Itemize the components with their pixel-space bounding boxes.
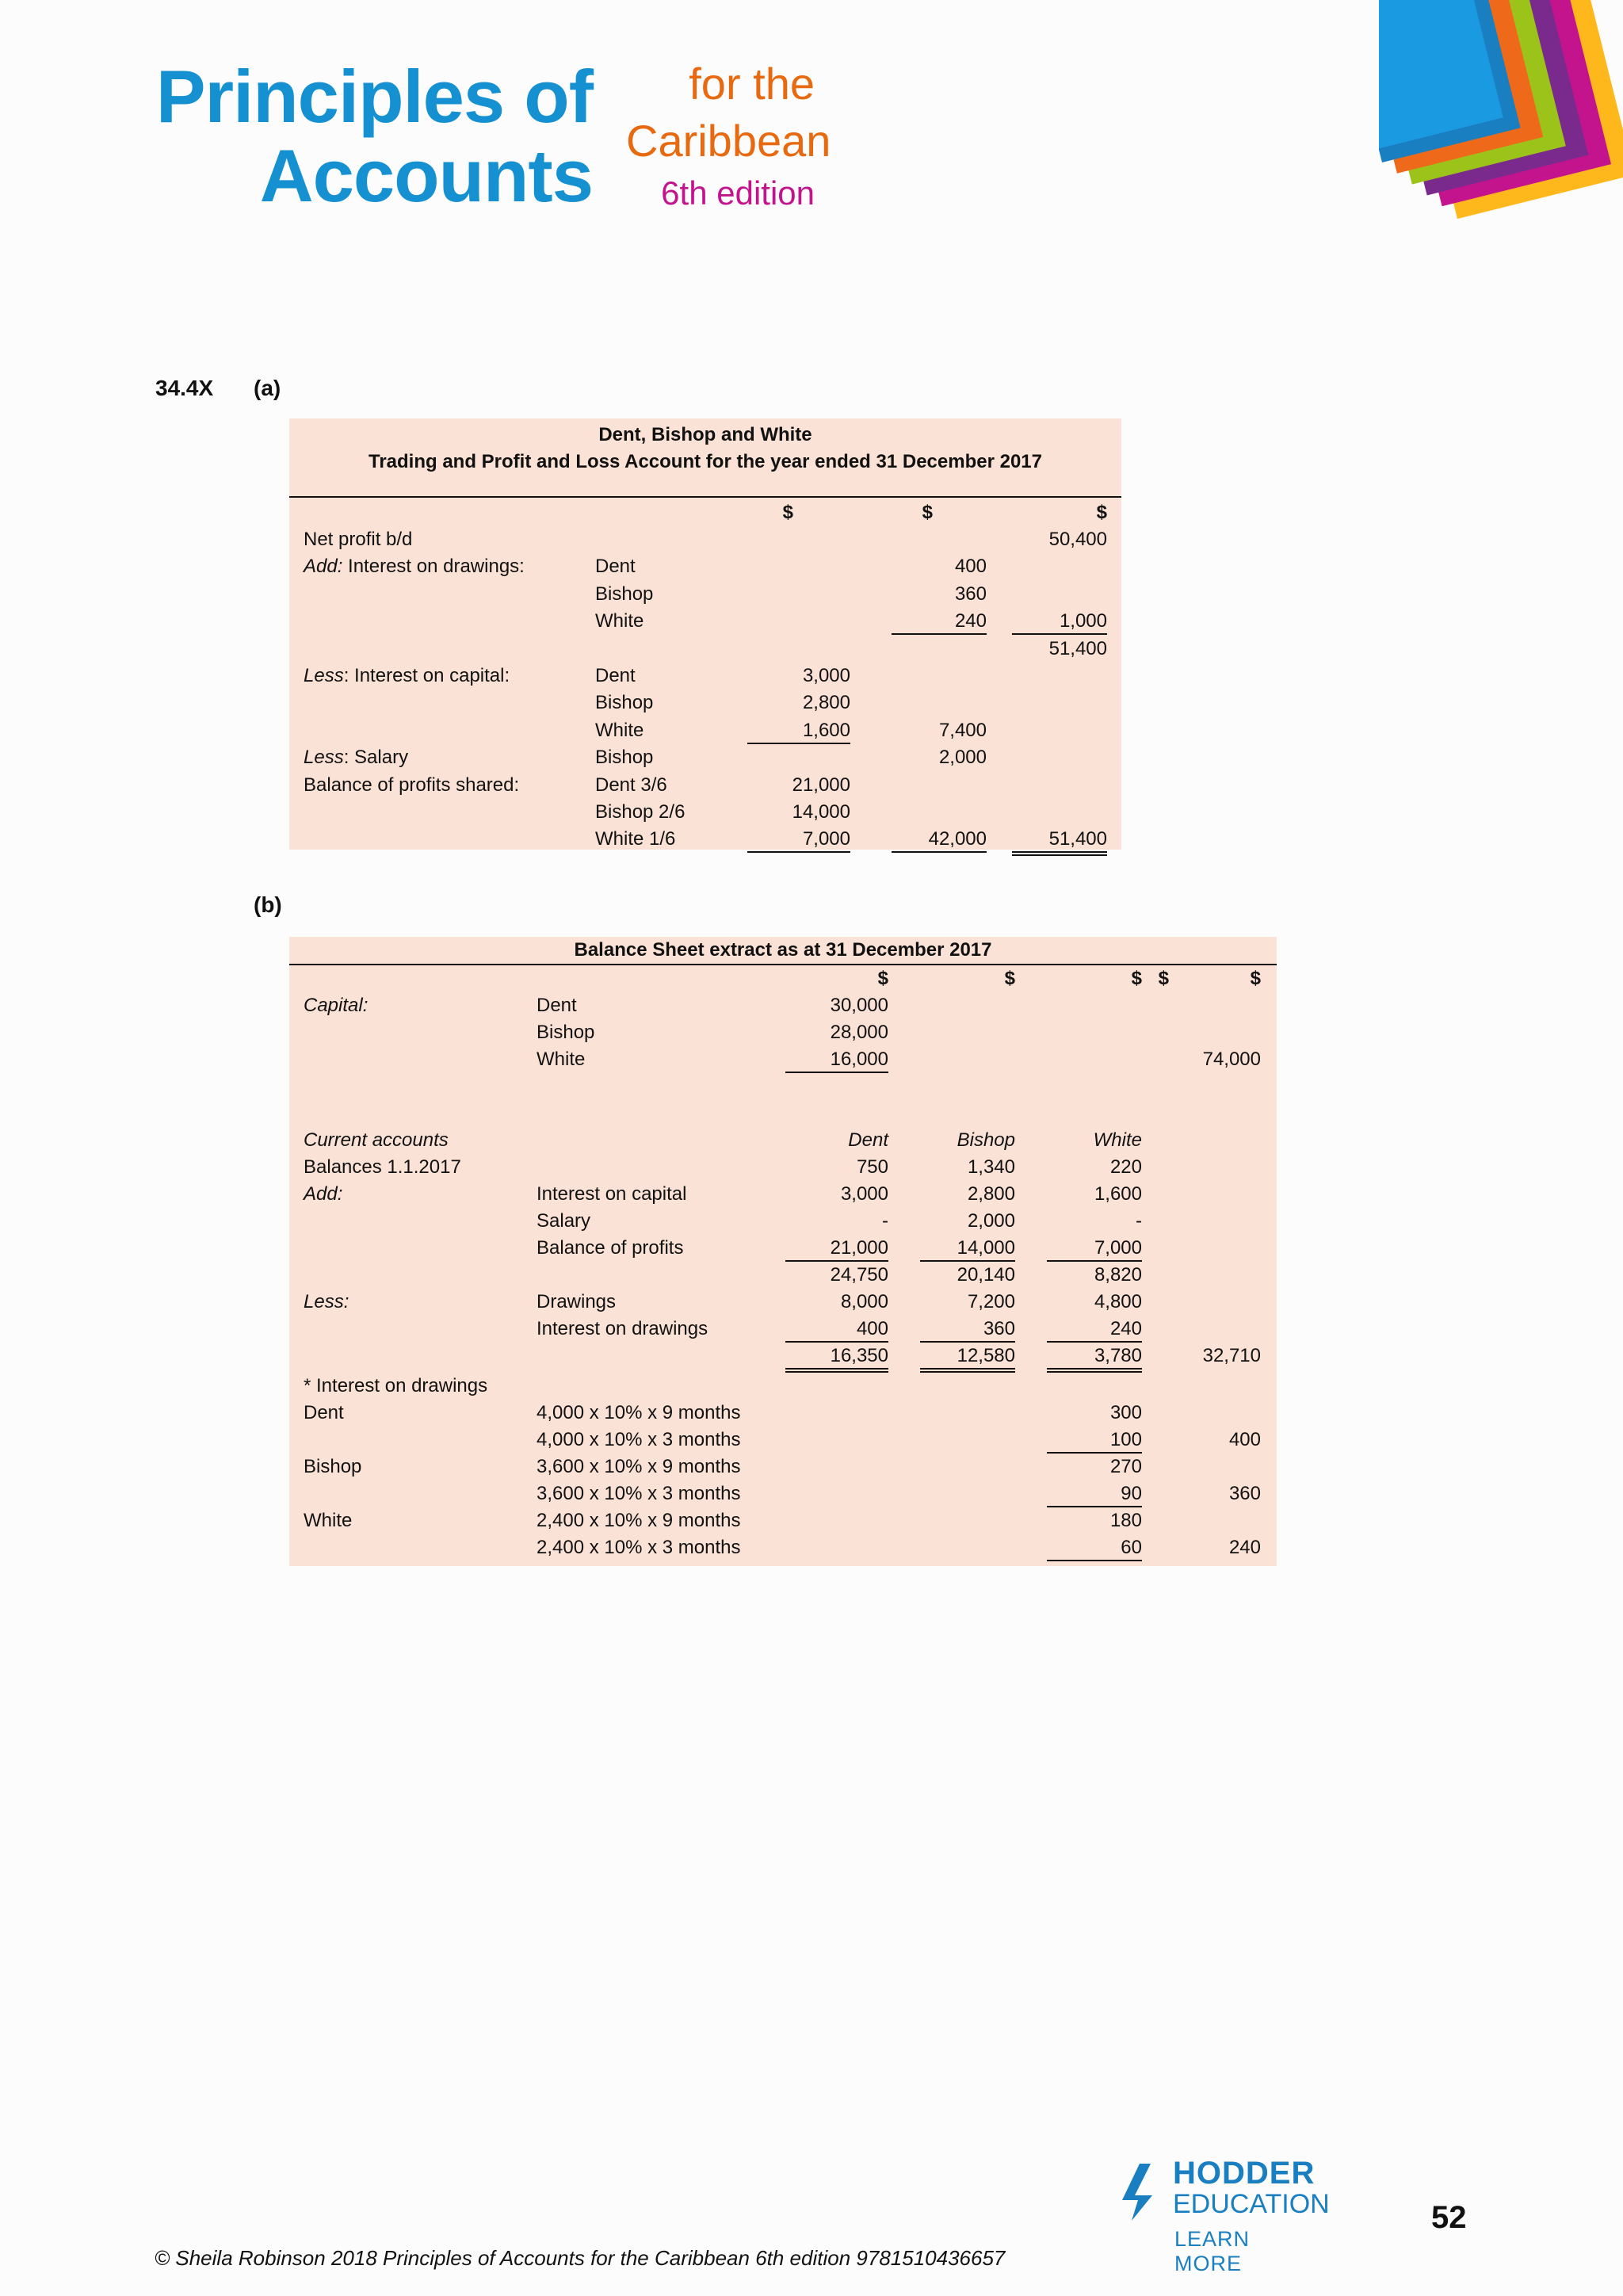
pl-heading-firm: Dent, Bishop and White (598, 424, 812, 445)
capital-amount: 30,000 (830, 995, 888, 1016)
pl-row-label (304, 772, 519, 799)
interest-note-calc: 3,600 x 10% x 3 months (537, 1483, 741, 1504)
interest-note-row (289, 1427, 1277, 1454)
interest-note-row (289, 1480, 1277, 1507)
part-b-label: (b) (254, 892, 282, 917)
pl-row-amount (747, 636, 850, 661)
currency-col1: $ (782, 502, 793, 523)
current-row-label: Balances 1.1.2017 (304, 1156, 461, 1178)
pl-row-amount (892, 663, 987, 688)
pl-row (289, 636, 1121, 663)
current-row-item: Interest on drawings (537, 1318, 708, 1339)
pl-row-partner: Dent (595, 556, 636, 578)
bs-currency-row-cells (289, 965, 1277, 992)
current-bishop: 14,000 (920, 1235, 1015, 1262)
pl-row-amount (747, 744, 850, 770)
current-bishop: 360 (920, 1316, 1015, 1343)
pl-row-partner: Bishop (595, 583, 654, 605)
pl-row (289, 826, 1121, 853)
current-account-row (289, 1208, 1277, 1235)
book-title-line2: Accounts (259, 134, 593, 217)
current-row-item: Salary (537, 1210, 591, 1232)
brand-hodder: HODDER (1173, 2156, 1316, 2191)
pl-row-amount (892, 526, 987, 552)
interest-note-total: 240 (1228, 1537, 1261, 1558)
hodder-mark-icon (1116, 2159, 1167, 2222)
pl-row-amount (1012, 663, 1107, 688)
balance-sheet-extract-panel (289, 937, 1277, 1566)
current-dent: 400 (785, 1316, 888, 1343)
pl-row-amount (1012, 690, 1107, 715)
profit-loss-account-panel (289, 418, 1121, 850)
capital-amount: 16,000 (785, 1046, 888, 1073)
pl-row-amount: 51,400 (1048, 637, 1107, 659)
currency-col3: $ (1096, 502, 1107, 523)
interest-note-total: 360 (1228, 1483, 1261, 1504)
pl-row-partner: White 1/6 (595, 828, 676, 850)
pl-row-label (304, 663, 510, 690)
interest-note-amount: 180 (1109, 1510, 1142, 1531)
pl-row (289, 717, 1121, 744)
pl-row-partner: Bishop (595, 692, 654, 714)
current-accounts-header (289, 1127, 1277, 1154)
pl-row-amount: 2,800 (802, 692, 850, 714)
brand-education: EDUCATION (1173, 2189, 1330, 2219)
current-bishop: 2,000 (967, 1210, 1015, 1232)
pl-row (289, 553, 1121, 580)
pl-row-amount: 14,000 (792, 801, 850, 823)
pl-heading-statement: Trading and Profit and Loss Account for the year ended 31 December 2017 (368, 451, 1042, 472)
interest-note-row (289, 1400, 1277, 1427)
book-title-line1: Principles of (155, 55, 593, 138)
pl-row-label-prefix: Less (304, 665, 344, 686)
capital-amount: 28,000 (830, 1022, 888, 1043)
capital-partner: Dent (537, 995, 577, 1016)
edition-label: 6th edition (661, 174, 815, 212)
current-white: - (1136, 1210, 1142, 1232)
current-bishop: 1,340 (967, 1156, 1015, 1178)
pl-heading-rule (289, 496, 1121, 498)
pl-row-label-text: : Salary (343, 747, 409, 769)
partner-col-white: White (1093, 1129, 1142, 1151)
current-bishop: 12,580 (920, 1343, 1015, 1373)
pl-row-label (304, 744, 408, 771)
interest-note-partner: Bishop (304, 1456, 362, 1477)
current-account-row (289, 1343, 1277, 1370)
current-white: 240 (1047, 1316, 1142, 1343)
bs-heading: Balance Sheet extract as at 31 December 2017 (574, 939, 992, 961)
pl-row-amount (747, 553, 850, 579)
pl-row-amount (892, 636, 987, 661)
capital-partner: White (537, 1049, 586, 1070)
partner-col-dent: Dent (848, 1129, 888, 1151)
pl-row-amount (892, 690, 987, 715)
current-row-item: Interest on capital (537, 1183, 687, 1205)
currency-dent: $ (877, 968, 888, 989)
current-account-row (289, 1235, 1277, 1262)
pl-row-partner: Dent (595, 665, 636, 686)
current-row-item: Balance of profits (537, 1237, 684, 1259)
current-account-row (289, 1289, 1277, 1316)
pl-row-label-text: Interest on drawings: (342, 556, 525, 578)
pl-row (289, 663, 1121, 690)
pl-row-amount: 1,600 (747, 717, 850, 744)
pl-row-amount (1012, 744, 1107, 770)
interest-note-partner: White (304, 1510, 353, 1531)
pl-row-amount (747, 608, 850, 633)
pl-row-partner: White (595, 610, 644, 632)
current-dent: - (882, 1210, 888, 1232)
pl-row-partner: Bishop 2/6 (595, 801, 685, 823)
pl-row (289, 799, 1121, 826)
pl-row-amount (1012, 799, 1107, 824)
interest-note-calc: 2,400 x 10% x 3 months (537, 1537, 741, 1558)
current-dent: 21,000 (785, 1235, 888, 1262)
interest-note-calc: 4,000 x 10% x 3 months (537, 1429, 741, 1450)
pl-row (289, 744, 1121, 771)
part-a-label: (a) (254, 376, 281, 400)
interest-note-label: * Interest on drawings (304, 1375, 488, 1396)
pl-row-amount: 240 (892, 608, 987, 635)
currency-bishop: $ (1004, 968, 1015, 989)
pl-row (289, 526, 1121, 553)
subtitle-line1: for the (689, 59, 815, 109)
book-subtitle (626, 55, 831, 217)
capital-total: 74,000 (1202, 1049, 1261, 1070)
current-row-prefix: Add: (304, 1183, 343, 1205)
interest-note-calc: 4,000 x 10% x 9 months (537, 1402, 741, 1423)
hodder-education-logo (1116, 2156, 1330, 2275)
current-row-prefix: Less: (304, 1291, 349, 1312)
interest-note-row (289, 1507, 1277, 1534)
interest-note-total: 400 (1228, 1429, 1261, 1450)
interest-note-header (289, 1373, 1277, 1400)
current-account-row (289, 1262, 1277, 1289)
current-row-item: Drawings (537, 1291, 617, 1312)
page-number: 52 (1431, 2200, 1467, 2235)
interest-note-amount: 300 (1109, 1402, 1142, 1423)
pl-row-amount (892, 799, 987, 824)
current-dent: 8,000 (840, 1291, 888, 1312)
book-title (156, 57, 593, 216)
pl-row-partner: Dent 3/6 (595, 774, 667, 796)
pl-row-amount: 42,000 (892, 826, 987, 853)
current-bishop: 2,800 (967, 1183, 1015, 1205)
current-accounts-label: Current accounts (304, 1129, 449, 1151)
pl-row-amount (1012, 772, 1107, 797)
current-account-row (289, 1181, 1277, 1208)
pl-row-label-text: Net profit b/d (304, 529, 413, 550)
pl-row (289, 608, 1121, 635)
pl-row-amount: 3,000 (802, 665, 850, 686)
pl-row-amount: 7,400 (938, 719, 987, 741)
capital-row (289, 992, 1277, 1019)
interest-note-amount: 270 (1109, 1456, 1142, 1477)
current-bishop: 7,200 (967, 1291, 1015, 1312)
pl-row-label (304, 526, 412, 553)
pl-row-amount (1012, 553, 1107, 579)
interest-note-calc: 3,600 x 10% x 9 months (537, 1456, 741, 1477)
capital-partner: Bishop (537, 1022, 595, 1043)
pl-row-label (304, 553, 525, 580)
brand-learn-more: LEARN MORE (1174, 2227, 1251, 2275)
pl-row-amount: 1,000 (1012, 608, 1107, 635)
interest-note-amount: 90 (1047, 1480, 1142, 1507)
current-bishop: 20,140 (957, 1264, 1015, 1286)
pl-row (289, 581, 1121, 608)
pl-row-amount: 360 (954, 583, 987, 605)
current-dent: 3,000 (840, 1183, 888, 1205)
pl-row-label-text: : Interest on capital: (343, 665, 510, 686)
pl-row-amount (892, 772, 987, 797)
current-account-row (289, 1154, 1277, 1181)
current-dent: 750 (856, 1156, 888, 1178)
pl-row-amount (1012, 581, 1107, 606)
bs-currency-col1: $ (1158, 968, 1169, 989)
pl-row (289, 772, 1121, 799)
capital-row (289, 1046, 1277, 1073)
interest-note-row (289, 1454, 1277, 1480)
pl-row (289, 690, 1121, 716)
current-total: 32,710 (1202, 1345, 1261, 1366)
pl-row-label-prefix: Less (304, 747, 344, 769)
interest-note-amount: 60 (1047, 1534, 1142, 1561)
current-white: 4,800 (1094, 1291, 1142, 1312)
pl-row-label-prefix: Add: (304, 556, 343, 578)
pl-row-label-text: Balance of profits shared: (304, 774, 520, 796)
pl-row-amount: 7,000 (747, 826, 850, 853)
pl-currency-row (289, 499, 1121, 526)
current-white: 7,000 (1047, 1235, 1142, 1262)
pl-row-amount: 21,000 (792, 774, 850, 796)
pl-row-amount: 400 (954, 556, 987, 578)
exercise-number: 34.4X (155, 376, 214, 400)
interest-note-row (289, 1534, 1277, 1561)
currency-white: $ (1131, 968, 1142, 989)
pl-row-partner: White (595, 719, 644, 741)
pl-row-amount (747, 581, 850, 606)
interest-note-partner: Dent (304, 1402, 344, 1423)
capital-row (289, 1019, 1277, 1046)
current-white: 3,780 (1047, 1343, 1142, 1373)
currency-col2: $ (922, 502, 933, 523)
current-white: 8,820 (1094, 1264, 1142, 1286)
current-account-row (289, 1316, 1277, 1343)
pl-row-amount (747, 526, 850, 552)
pl-row-partner: Bishop (595, 747, 654, 769)
pl-row-amount: 50,400 (1048, 529, 1107, 550)
subtitle-line2: Caribbean (626, 116, 831, 166)
pl-row-amount: 51,400 (1012, 826, 1107, 856)
currency-total: $ (1250, 968, 1261, 989)
capital-label: Capital: (304, 995, 369, 1016)
current-dent: 24,750 (830, 1264, 888, 1286)
interest-note-calc: 2,400 x 10% x 9 months (537, 1510, 741, 1531)
decorative-squares-logo (1379, 0, 1623, 238)
current-white: 220 (1109, 1156, 1142, 1178)
current-dent: 16,350 (785, 1343, 888, 1373)
copyright-footer: © Sheila Robinson 2018 Principles of Accounts for the Caribbean 6th edition 9781510436657 (155, 2246, 1006, 2270)
pl-row-amount (1012, 717, 1107, 743)
current-white: 1,600 (1094, 1183, 1142, 1205)
interest-note-amount: 100 (1047, 1427, 1142, 1454)
pl-row-amount: 2,000 (938, 747, 987, 769)
partner-col-bishop: Bishop (957, 1129, 1015, 1151)
